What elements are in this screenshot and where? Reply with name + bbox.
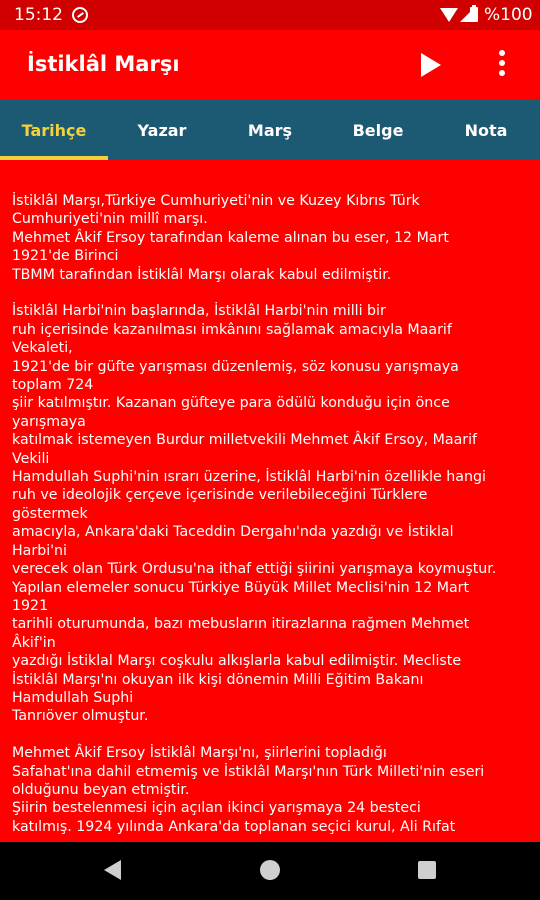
tab-yazar[interactable]: Yazar (137, 120, 187, 140)
paragraph: Mehmet Âkif Ersoy İstiklâl Marşı'nı, şiirlerini topladığı Safahat'ına dahil etmemiş ve İstiklâl Marşı'nın Türk Milleti'nin eseri olduğunu beyan etmiştir. Şiirin bestelenmesi için açılan ikinci yarışmaya 24 besteci katılmış. 1924 yılında Ankara'da toplanan seçici kurul, Ali Rıfat (12, 745, 485, 835)
sync-icon (72, 7, 88, 23)
status-bar (0, 0, 540, 30)
tab-tarihce[interactable]: Tarihçe (0, 100, 108, 160)
back-icon[interactable] (104, 860, 121, 880)
home-icon[interactable] (260, 860, 280, 880)
play-icon[interactable] (421, 53, 441, 77)
navigation-bar (0, 842, 540, 900)
paragraph: İstiklâl Marşı,Türkiye Cumhuriyeti'nin ve Kuzey Kıbrıs Türk Cumhuriyeti'nin millî marşı. Mehmet Âkif Ersoy tarafından kaleme alınan bu eser, 12 Mart 1921'de Birinci TBMM tarafından İstiklâl Marşı olarak kabul edilmiştir. (12, 193, 449, 283)
tab-bar (0, 100, 540, 160)
status-time: 15:12 (14, 5, 63, 25)
app-title: İstiklâl Marşı (27, 52, 180, 76)
battery-percent: %100 (484, 5, 533, 25)
history-text[interactable] (12, 192, 528, 842)
more-vert-icon[interactable] (496, 50, 508, 80)
wifi-icon (440, 8, 458, 22)
paragraph: İstiklâl Harbi'nin başlarında, İstiklâl Harbi'nin milli bir ruh içerisinde kazanılması imkânını sağlamak amacıyla Maarif Vekaleti, 1921'de bir güfte yarışması düzenlemiş, söz konusu yarışmaya toplam 724 şiir katılmıştır. Kazanan güfteye para ödülü konduğu için önce yarışmaya katılmak istemeyen Burdur milletvekili Mehmet Âkif Ersoy, Maarif Vekili Hamdullah Suphi'nin ısrarı üzerine, İstiklâl Harbi'nin özellikle hangi ruh ve ideolojik çerçeve içerisinde verilebileceğini Türklere göstermek amacıyla, Ankara'daki Taceddin Dergahı'nda yazdığı ve İstiklal Harbi'ni verecek olan Türk Ordusu'na ithaf ettiği şiirini yarışmaya koymuştur. Yapılan elemeler sonucu Türkiye Büyük Millet Meclisi'nin 12 Mart 1921 tarihli oturumunda, bazı mebusların itirazlarına rağmen Mehmet Âkif'in yazdığı İstiklal Marşı coşkulu alkışlarla kabul edilmiştir. Mecliste İstiklâl Marşı'nı okuyan ilk kişi dönemin Milli Eğitim Bakanı Hamdullah Suphi Tanrıöver olmuştur. (12, 303, 497, 725)
recents-icon[interactable] (418, 861, 436, 879)
tab-belge[interactable]: Belge (352, 120, 404, 140)
tab-mars[interactable]: Marş (247, 120, 293, 140)
battery-icon (470, 7, 478, 22)
tab-nota[interactable]: Nota (464, 120, 508, 140)
app-bar (0, 30, 540, 100)
